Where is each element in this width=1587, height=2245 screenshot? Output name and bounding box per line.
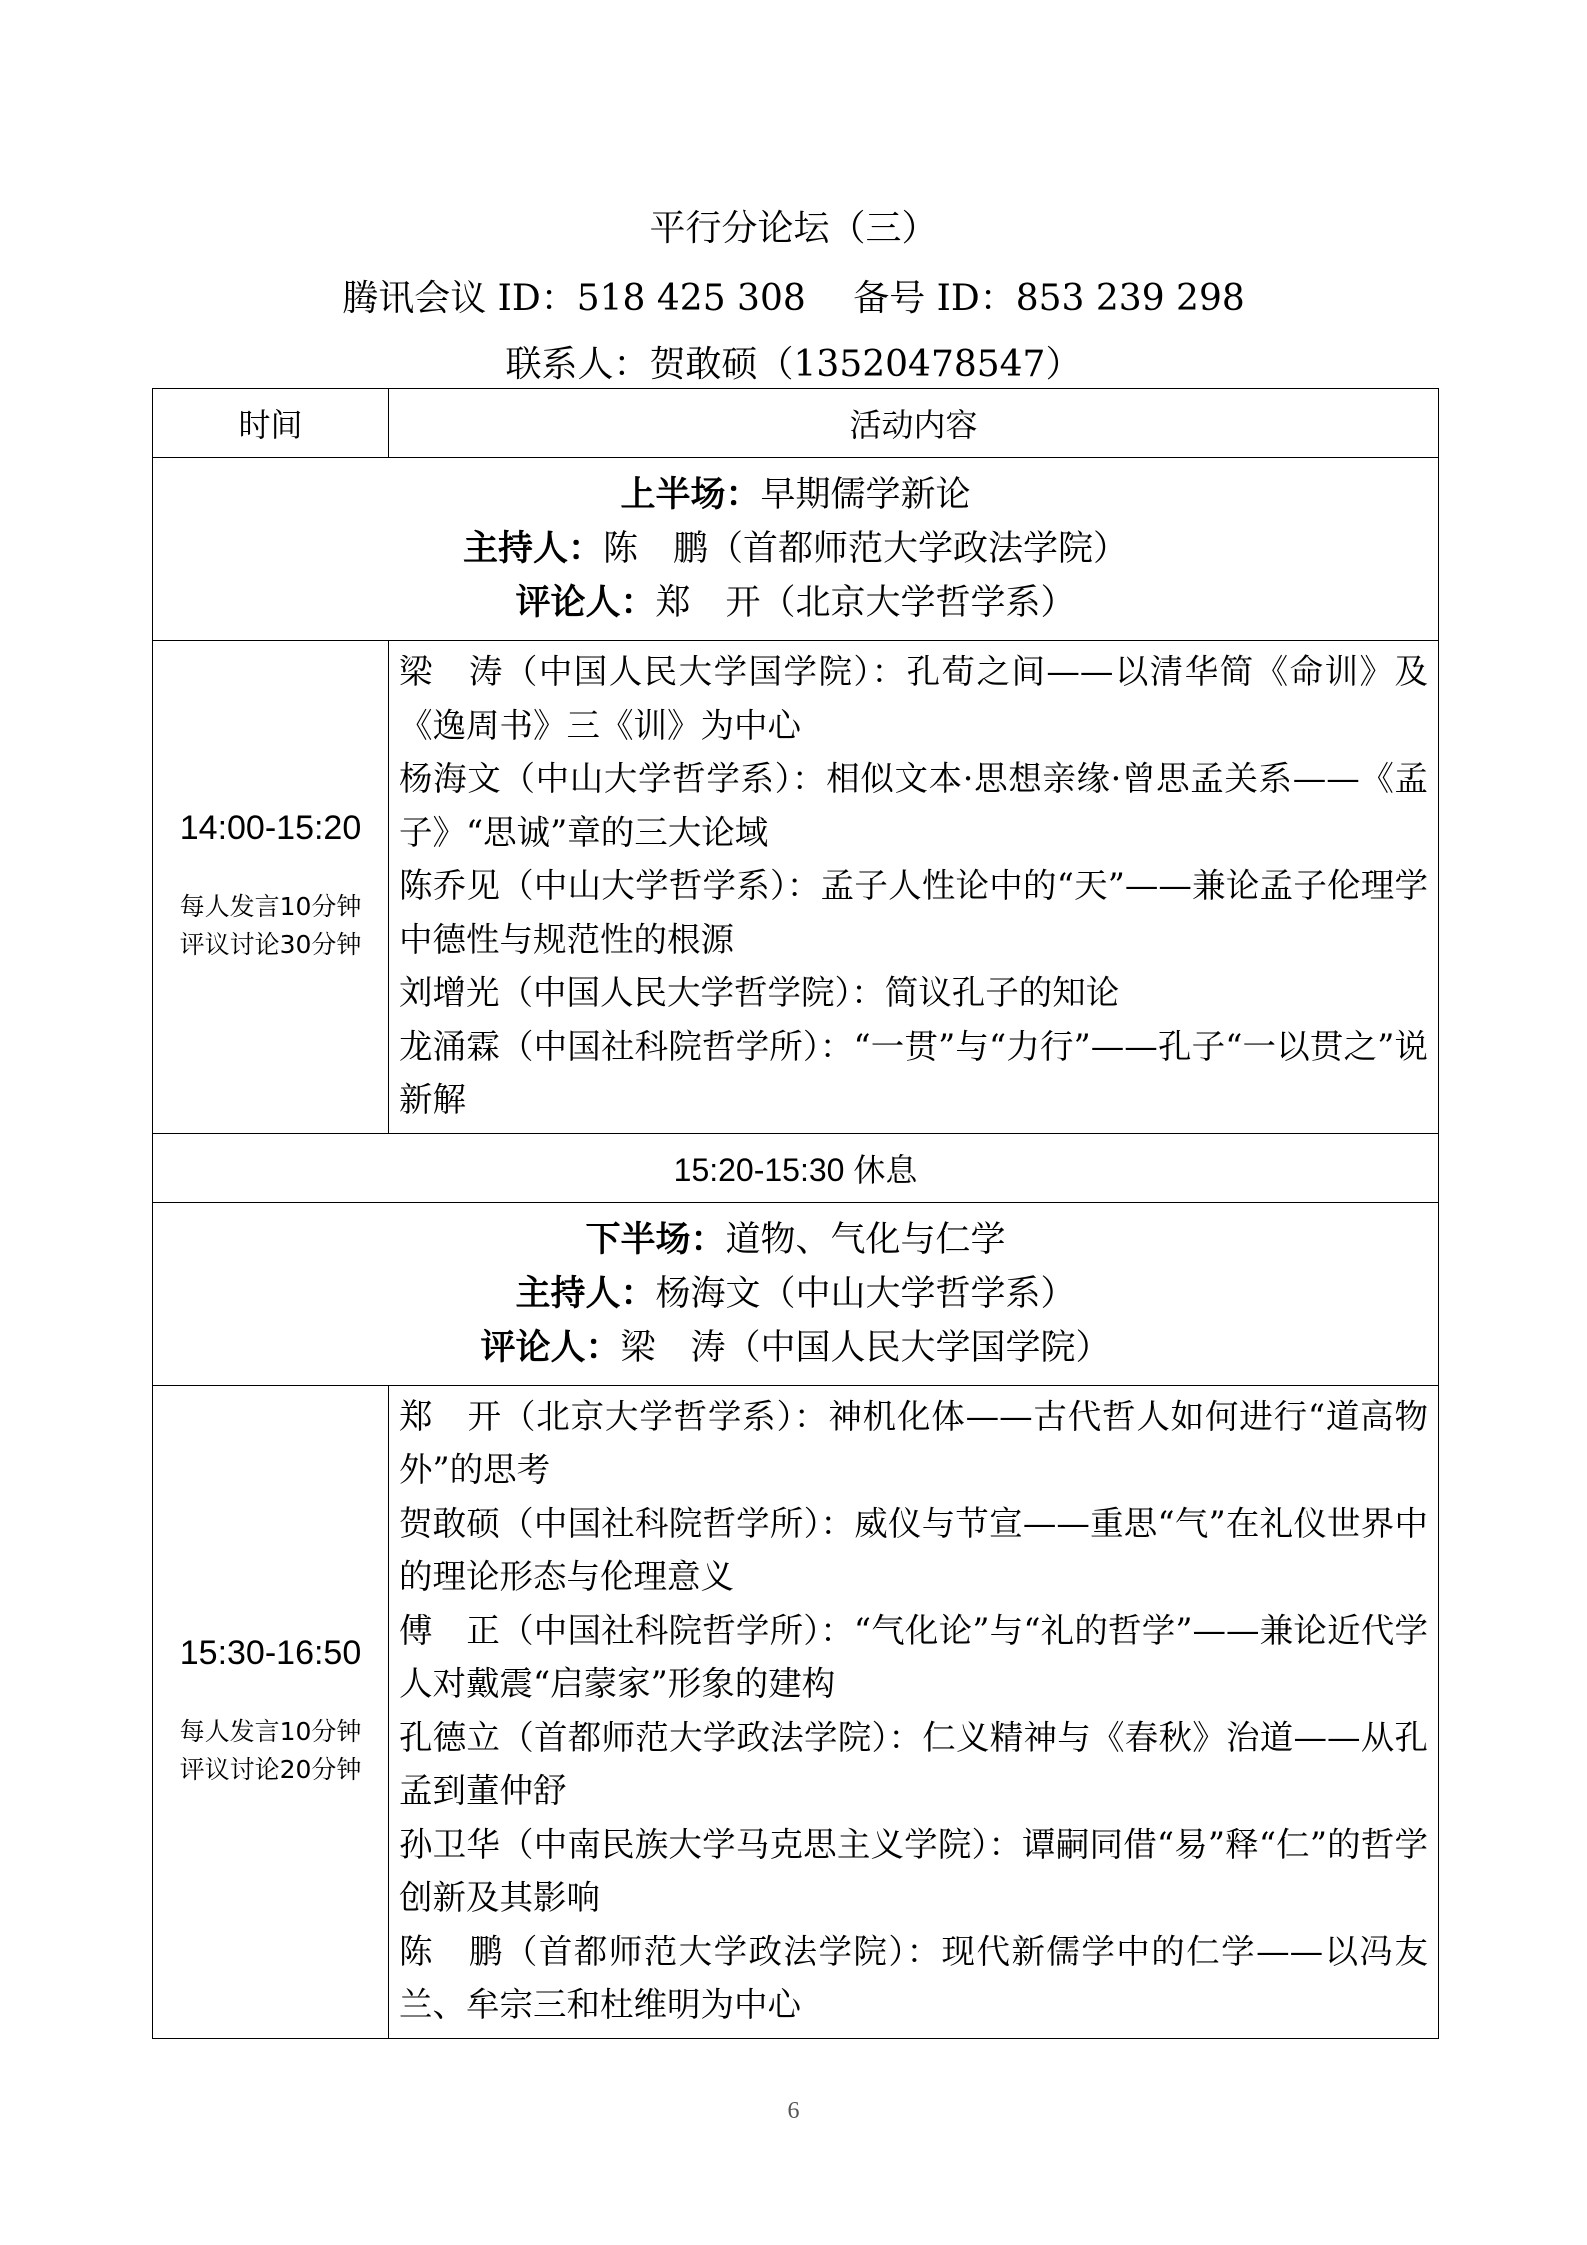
session1-commentator-text: 郑 开（北京大学哲学系）	[655, 583, 1076, 623]
page-number: 6	[787, 2098, 800, 2124]
session2-title	[153, 1213, 1438, 1267]
table-header-row	[153, 389, 1439, 458]
session2-host-text: 杨海文（中山大学哲学系）	[655, 1273, 1076, 1314]
session2-note-speaking: 每人发言10分钟	[179, 1717, 362, 1746]
list-item: 刘增光（中国人民大学哲学院）：简议孔子的知论	[399, 973, 1120, 1012]
list-item: 杨海文（中山大学哲学系）：相似文本·思想亲缘·曾思孟关系——《孟子》“思诚”章的三大论域	[399, 759, 1428, 852]
list-item: 贺敢硕（中国社科院哲学所）：威仪与节宣——重思“气”在礼仪世界中的理论形态与伦理意义	[399, 1503, 1428, 1596]
session2-title-label: 下半场：	[585, 1219, 726, 1260]
session1-commentator	[153, 576, 1438, 630]
session1-host-label: 主持人：	[462, 529, 603, 569]
column-header-activity: 活动内容	[389, 389, 1439, 458]
session1-note-speaking: 每人发言10分钟	[179, 892, 362, 922]
session1-host-text: 陈 鹏（首都师范大学政法学院）	[603, 529, 1129, 569]
session1-time-cell	[153, 641, 389, 1134]
session2-commentator-label: 评论人：	[480, 1327, 621, 1368]
session2-commentator	[153, 1321, 1438, 1375]
break-row	[153, 1133, 1439, 1202]
session1-title	[153, 468, 1438, 522]
column-header-time: 时间	[153, 389, 389, 458]
contact-person: 联系人：贺敢硕（13520478547）	[505, 344, 1082, 385]
list-item: 孔德立（首都师范大学政法学院）：仁义精神与《春秋》治道——从孔孟到董仲舒	[399, 1717, 1428, 1810]
list-item: 郑 开（北京大学哲学系）：神机化体——古代哲人如何进行“道高物外”的思考	[399, 1396, 1428, 1489]
session1-host	[153, 522, 1438, 576]
session2-host	[153, 1267, 1438, 1321]
list-item: 傅 正（中国社科院哲学所）：“气化论”与“礼的哲学”——兼论近代学人对戴震“启蒙家”形象的建构	[399, 1610, 1428, 1703]
schedule-table	[152, 388, 1439, 2039]
session2-talks	[389, 1385, 1439, 2038]
list-item: 陈 鹏（首都师范大学政法学院）：现代新儒学中的仁学——以冯友兰、牟宗三和杜维明为中心	[399, 1931, 1428, 2024]
break-time: 15:20-15:30 休息	[153, 1133, 1439, 1202]
session1-note-discussion: 评议讨论30分钟	[179, 930, 362, 960]
session2-title-text: 道物、气化与仁学	[725, 1219, 1006, 1260]
list-item: 梁 涛（中国人民大学国学院）：孔荀之间——以清华简《命训》及《逸周书》三《训》为中心	[399, 652, 1428, 745]
list-item: 龙涌霖（中国社科院哲学所）：“一贯”与“力行”——孔子“一以贯之”说新解	[399, 1026, 1428, 1119]
list-item: 孙卫华（中南民族大学马克思主义学院）：谭嗣同借“易”释“仁”的哲学创新及其影响	[399, 1824, 1428, 1917]
session1-title-label: 上半场：	[620, 475, 761, 515]
session1-title-text: 早期儒学新论	[760, 475, 971, 515]
session1-info-row	[153, 458, 1439, 641]
session2-time: 15:30-16:50	[179, 1634, 362, 1672]
list-item: 陈乔见（中山大学哲学系）：孟子人性论中的“天”——兼论孟子伦理学中德性与规范性的根源	[399, 866, 1428, 959]
session1-talks	[389, 641, 1439, 1134]
session2-note-discussion: 评议讨论20分钟	[179, 1755, 362, 1784]
session2-commentator-text: 梁 涛（中国人民大学国学院）	[620, 1327, 1111, 1368]
session2-talks-row	[153, 1385, 1439, 2038]
meeting-ids: 腾讯会议 ID：518 425 308 备号 ID：853 239 298	[342, 278, 1245, 319]
session1-time: 14:00-15:20	[179, 809, 362, 848]
forum-title: 平行分论坛（三）	[649, 208, 938, 249]
session1-talks-row	[153, 641, 1439, 1134]
session2-time-cell	[153, 1385, 389, 2038]
session1-info	[153, 458, 1439, 641]
session1-commentator-label: 评论人：	[515, 583, 656, 623]
session2-info	[153, 1202, 1439, 1385]
session2-info-row	[153, 1202, 1439, 1385]
session2-host-label: 主持人：	[515, 1273, 656, 1314]
